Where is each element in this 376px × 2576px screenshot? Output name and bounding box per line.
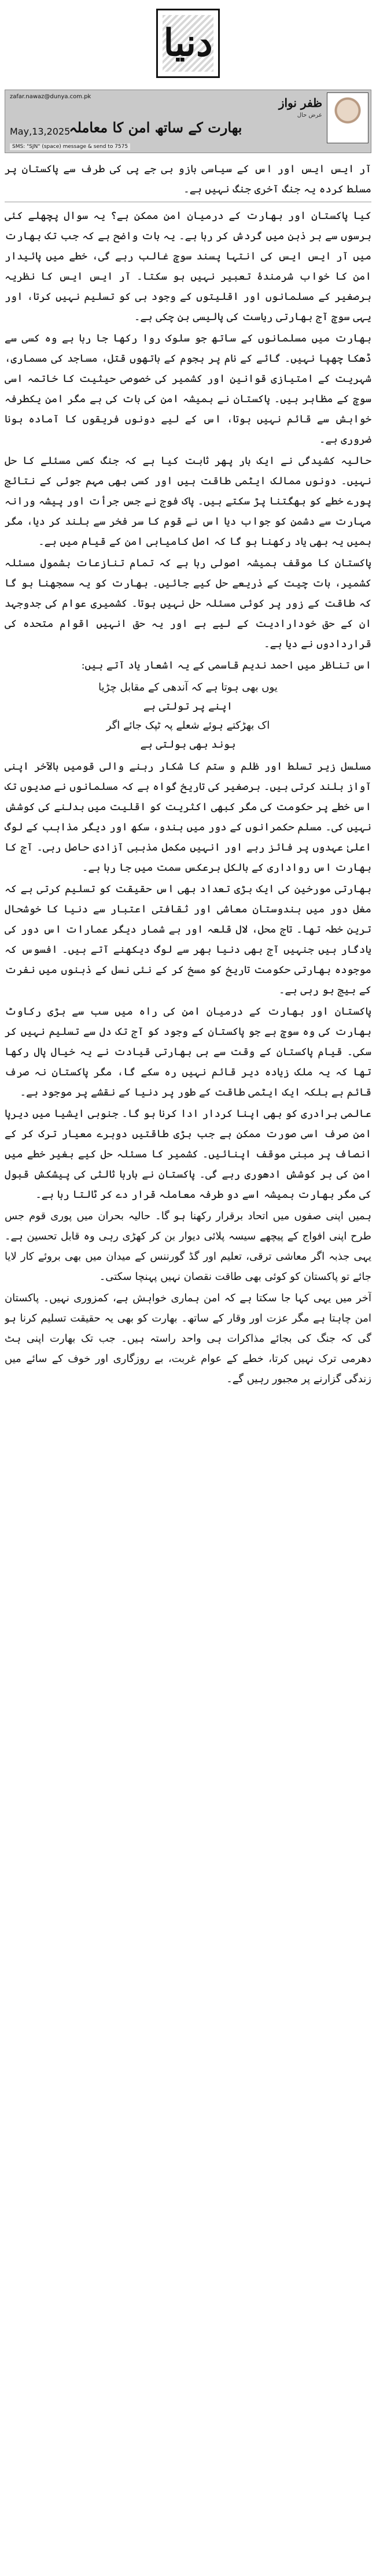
article-paragraph: پاکستان کا موقف ہمیشہ اصولی رہا ہے کہ تمام تنازعات بشمول مسئلہ کشمیر، بات چیت کے ذریعے حل کیے جائیں۔ بھارت کو یہ سمجھنا ہو گا کہ طاقت کے زور پر کوئی مسئلہ حل نہیں ہوتا۔ کشمیری عوام کی جدوجہد ان کے حق خودارادیت کے لیے ہے اور یہ حق انہیں اقوام متحدہ کی قراردادوں نے دیا ہے۔ — [5, 557, 371, 650]
article-paragraph: عالمی برادری کو بھی اپنا کردار ادا کرنا ہو گا۔ جنوبی ایشیا میں دیرپا امن صرف اسی صورت ممکن ہے جب بڑی طاقتیں دوہرے معیار ترک کر کے انصاف پر مبنی موقف اپنائیں۔ کشمیر کا مسئلہ حل کیے بغیر خطے میں امن کی ہر کوشش ادھوری رہے گی۔ پاکستان نے بارہا ثالثی کی پیشکش قبول کی مگر بھارت ہمیشہ اسے دو طرفہ معاملہ قرار دے کر ٹالتا رہا ہے۔ — [5, 1108, 371, 1201]
columnist-email[interactable]: zafar.nawaz@dunya.com.pk — [10, 94, 91, 100]
article-paragraph: کیا پاکستان اور بھارت کے درمیان امن ممکن ہے؟ یہ سوال پچھلے کئی برسوں سے ہر ذہن میں گردش کر رہا ہے۔ یہ بات واضح ہے کہ جب تک بھارت میں آر ایس ایس کی انتہا پسند سوچ غالب رہے گی، خطے میں پائیدار امن کا خواب شرمندۂ تعبیر نہیں ہو سکتا۔ آر ایس ایس کا نظریہ برصغیر کے مسلمانوں اور اقلیتوں کے وجود ہی کو تسلیم نہیں کرتا، اور یہی سوچ آج بھارتی ریاست کی پالیسی بن چکی ہے۔ — [5, 210, 371, 323]
poem-line: بوند بھی بولتی ہے — [140, 738, 236, 751]
masthead — [0, 0, 376, 87]
poem — [5, 678, 371, 754]
article-paragraph: بھارت میں مسلمانوں کے ساتھ جو سلوک روا رکھا جا رہا ہے وہ کسی سے ڈھکا چھپا نہیں۔ گائے کے نام پر ہجوم کے ہاتھوں قتل، مساجد کی مسماری، شہریت کے امتیازی قوانین اور کشمیر کی خصوصی حیثیت کا خاتمہ اسی سوچ کے مظاہر ہیں۔ پاکستان نے ہمیشہ امن کی بات کی ہے مگر امن یکطرفہ خواہش سے قائم نہیں ہوتا، اس کے لیے دونوں فریقوں کا آمادہ ہونا ضروری ہے۔ — [5, 332, 371, 446]
poem-line: اک بھڑکتے ہوئے شعلے پہ ٹپک جائے اگر — [106, 719, 270, 732]
column-title: بھارت کے ساتھ امن کا معاملہ — [69, 119, 242, 136]
column-label: عرض حال — [297, 112, 322, 118]
article-paragraph: بھارتی مورخین کی ایک بڑی تعداد بھی اس حقیقت کو تسلیم کرتی ہے کہ مغل دور میں ہندوستان معاشی اور ثقافتی اعتبار سے دنیا کا خوشحال ترین خطہ تھا۔ تاج محل، لال قلعہ اور بے شمار دیگر عمارات اس دور کی یادگار ہیں جنہیں آج بھی دنیا بھر سے لوگ دیکھنے آتے ہیں۔ افسوس کہ موجودہ بھارتی حکومت تاریخ کو مسخ کر کے نئی نسل کے ذہنوں میں نفرت کے بیج بو رہی ہے۔ — [5, 883, 371, 996]
newspaper-logo — [156, 9, 220, 78]
article-body — [5, 159, 371, 2568]
columnist-photo — [327, 92, 368, 143]
article-paragraph: پاکستان اور بھارت کے درمیان امن کی راہ میں سب سے بڑی رکاوٹ بھارت کی وہ سوچ ہے جو پاکستان کے وجود کو آج تک دل سے تسلیم نہیں کر سکی۔ قیام پاکستان کے وقت سے ہی بھارتی قیادت نے یہ خیال پال رکھا تھا کہ یہ ملک زیادہ دیر قائم نہیں رہ سکے گا، مگر پاکستان نہ صرف قائم ہے بلکہ ایک ایٹمی طاقت کے طور پر دنیا کے نقشے پر موجود ہے۔ — [5, 1005, 371, 1098]
publish-date: May,13,2025 — [10, 126, 71, 137]
article-paragraph: اس تناظر میں احمد ندیم قاسمی کے یہ اشعار یاد آتے ہیں: — [81, 659, 371, 671]
article-paragraph: حالیہ کشیدگی نے ایک بار پھر ثابت کیا ہے کہ جنگ کسی مسئلے کا حل نہیں۔ دونوں ممالک ایٹمی طاقت ہیں اور کسی بھی مہم جوئی کے نتائج پورے خطے کو بھگتنا پڑ سکتے ہیں۔ پاک فوج نے جس جرأت اور پیشہ ورانہ مہارت سے دشمن کو جواب دیا اس نے قوم کا سر فخر سے بلند کر دیا، مگر ہمیں یہ بھی یاد رکھنا ہو گا کہ اصل کامیابی امن کے قیام میں ہے۔ — [5, 455, 371, 548]
column-header — [5, 90, 371, 153]
poem-line: یوں بھی ہوتا ہے کہ آندھی کے مقابل چڑیا — [98, 681, 278, 693]
article-paragraph: آخر میں یہی کہا جا سکتا ہے کہ امن ہماری خواہش ہے، کمزوری نہیں۔ پاکستان امن چاہتا ہے مگر عزت اور وقار کے ساتھ۔ بھارت کو بھی یہ حقیقت تسلیم کرنا ہو گی کہ جنگ کی بجائے مذاکرات ہی واحد راستہ ہیں۔ جب تک بھارت اپنی ہٹ دھرمی ترک نہیں کرتا، خطے کے عوام غربت، بے روزگاری اور خوف کے سائے میں زندگی گزارنے پر مجبور رہیں گے۔ — [5, 1292, 371, 1385]
article-paragraph: مسلسل زیر تسلط اور ظلم و ستم کا شکار رہنے والی قومیں بالآخر اپنی آواز بلند کرتی ہیں۔ برصغیر کی تاریخ گواہ ہے کہ مسلمانوں نے صدیوں تک اس خطے پر حکومت کی مگر کبھی اکثریت کو اقلیت میں بدلنے کی کوشش نہیں کی۔ مسلم حکمرانوں کے دور میں ہندو، سکھ اور دیگر مذاہب کے لوگ اعلیٰ عہدوں پر فائز رہے اور انہیں مکمل مذہبی آزادی حاصل رہی۔ آج کا بھارت اس رواداری کے بالکل برعکس سمت میں جا رہا ہے۔ — [5, 760, 371, 874]
sms-instruction: SMS: "SJN" (space) message & send to 7575 — [10, 143, 130, 150]
poem-line: اپنے پر تولتی ہے — [143, 700, 233, 712]
article-paragraph: ہمیں اپنی صفوں میں اتحاد برقرار رکھنا ہو گا۔ حالیہ بحران میں پوری قوم جس طرح اپنی افواج کے پیچھے سیسہ پلائی دیوار بن کر کھڑی رہی وہ قابل تحسین ہے۔ یہی جذبہ اگر معاشی ترقی، تعلیم اور گڈ گورننس کے میدان میں بھی بروئے کار لایا جائے تو پاکستان کو کوئی بھی طاقت نقصان نہیں پہنچا سکتی۔ — [5, 1210, 371, 1283]
logo-text: دنیا — [163, 21, 213, 65]
columnist-name: ظفر نواز — [278, 96, 322, 110]
article-paragraph: آر ایس ایس اور اس کے سیاسی بازو بی جے پی کی طرف سے پاکستان پر مسلط کردہ یہ جنگ آخری جنگ نہیں ہے۔ — [5, 163, 371, 195]
